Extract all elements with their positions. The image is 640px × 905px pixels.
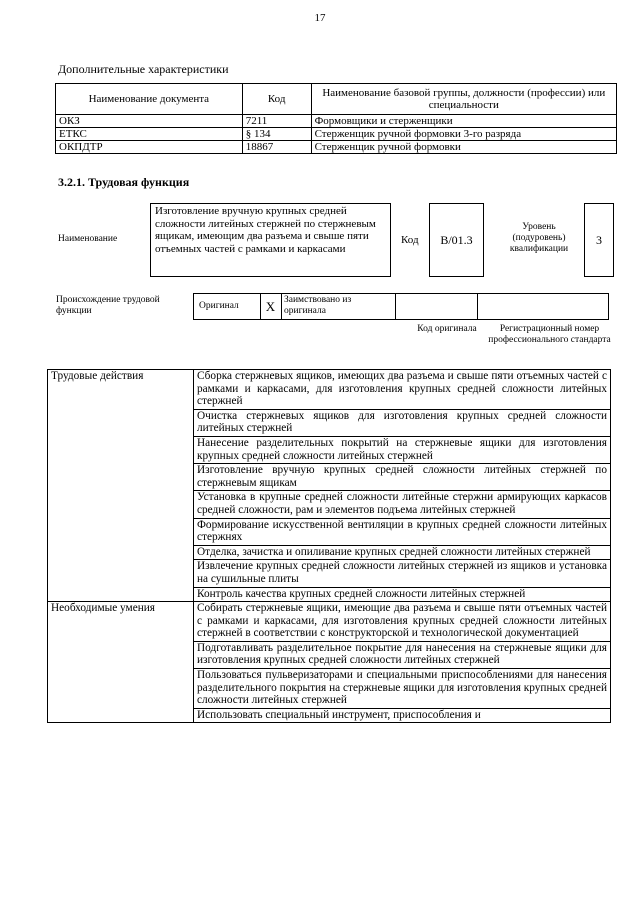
description-cell: Нанесение разделительных покрытий на стержневые ящики для изготовления крупных средней сложности литейных стержней <box>194 436 611 463</box>
function-code-value: B/01.3 <box>440 232 473 247</box>
description-cell: Установка в крупные средней сложности литейные стержни армирующих каркасов средней сложности, рам и элементов подъема литейных стержней <box>194 491 611 518</box>
doc-name-cell: ОКПДТР <box>56 141 243 154</box>
function-name-box: Изготовление вручную крупных средней сложности литейных стержней по стержневым ящикам, имеющим два разъема и свыше пяти отъемных частей с рамками и каркасами <box>150 203 391 277</box>
table-row <box>56 128 617 141</box>
function-code-box <box>429 203 484 277</box>
function-details-table <box>47 369 611 723</box>
table-row <box>48 602 611 642</box>
table-header-row <box>56 84 617 115</box>
additional-characteristics-table <box>55 83 617 154</box>
description-cell: Изготовление вручную крупных средней сложности литейных стержней по стержневым ящикам <box>194 464 611 491</box>
table-row <box>56 141 617 154</box>
group-name-cell: Стерженщик ручной формовки 3-го разряда <box>311 128 616 141</box>
description-cell: Контроль качества крупных средней сложности литейных стержней <box>194 587 611 602</box>
original-label: Оригинал <box>199 301 239 311</box>
description-cell: Пользоваться пульверизаторами и специальными приспособлениями для нанесения разделительного покрытия на стержневые ящики для изготовления крупных средней сложности литейных стержней <box>194 669 611 709</box>
origin-code-cell <box>395 293 478 320</box>
additional-characteristics-title: Дополнительные характеристики <box>58 62 229 76</box>
labor-function-heading: 3.2.1. Трудовая функция <box>58 175 190 189</box>
category-cell: Трудовые действия <box>48 370 194 602</box>
description-cell: Собирать стержневые ящики, имеющие два разъема и свыше пяти отъемных частей с рамками и каркасами, для изготовления крупных средней сложности литейных стержней в соответствии с конструкторской и технологической документацией <box>194 602 611 642</box>
page-number: 17 <box>314 12 326 24</box>
description-cell: Формирование искусственной вентиляции в крупных средней сложности литейных стержнях <box>194 518 611 545</box>
description-cell: Отделка, зачистка и опиливание крупных средней сложности литейных стержней <box>194 545 611 560</box>
description-cell: Сборка стержневых ящиков, имеющих два разъема и свыше пяти отъемных частей с рамками и каркасами, для изготовления крупных средней сложности литейных стержней <box>194 370 611 410</box>
reg-number-label: Регистрационный номер профессионального стандарта <box>488 324 611 345</box>
code-cell: 18867 <box>242 141 311 154</box>
code-cell: 7211 <box>242 115 311 128</box>
qualification-level-box <box>584 203 614 277</box>
description-cell: Извлечение крупных средней сложности литейных стержней из ящиков и установка на сушильные плиты <box>194 560 611 587</box>
table-row <box>48 370 611 410</box>
header-document-name: Наименование документа <box>56 84 243 115</box>
description-cell: Очистка стержневых ящиков для изготовления крупных средней сложности литейных стержней <box>194 409 611 436</box>
description-cell: Подготавливать разделительное покрытие для нанесения на стержневые ящики для изготовления крупных средней сложности литейных стержней <box>194 641 611 668</box>
original-mark-cell <box>260 293 282 320</box>
borrowed-label: Заимствовано из оригинала <box>284 295 352 316</box>
name-label: Наименование <box>58 234 118 244</box>
doc-name-cell: ЕТКС <box>56 128 243 141</box>
group-name-cell: Стерженщик ручной формовки <box>311 141 616 154</box>
code-label: Код <box>401 234 419 246</box>
header-code: Код <box>242 84 311 115</box>
group-name-cell: Формовщики и стерженщики <box>311 115 616 128</box>
qualification-level-label: Уровень (подуровень) квалификации <box>509 222 569 254</box>
original-mark: X <box>265 299 276 314</box>
qualification-level-value: 3 <box>596 232 602 247</box>
description-cell: Использовать специальный инструмент, приспособления и <box>194 708 611 723</box>
origin-row <box>194 293 609 320</box>
origin-label: Происхождение трудовой функции <box>56 295 160 316</box>
category-cell: Необходимые умения <box>48 602 194 723</box>
code-cell: § 134 <box>242 128 311 141</box>
table-row <box>56 115 617 128</box>
origin-code-label: Код оригинала <box>417 324 477 334</box>
original-label-cell <box>193 293 261 320</box>
header-group-name: Наименование базовой группы, должности (профессии) или специальности <box>311 84 616 115</box>
borrowed-cell <box>281 293 396 320</box>
doc-name-cell: ОКЗ <box>56 115 243 128</box>
reg-number-cell <box>477 293 609 320</box>
